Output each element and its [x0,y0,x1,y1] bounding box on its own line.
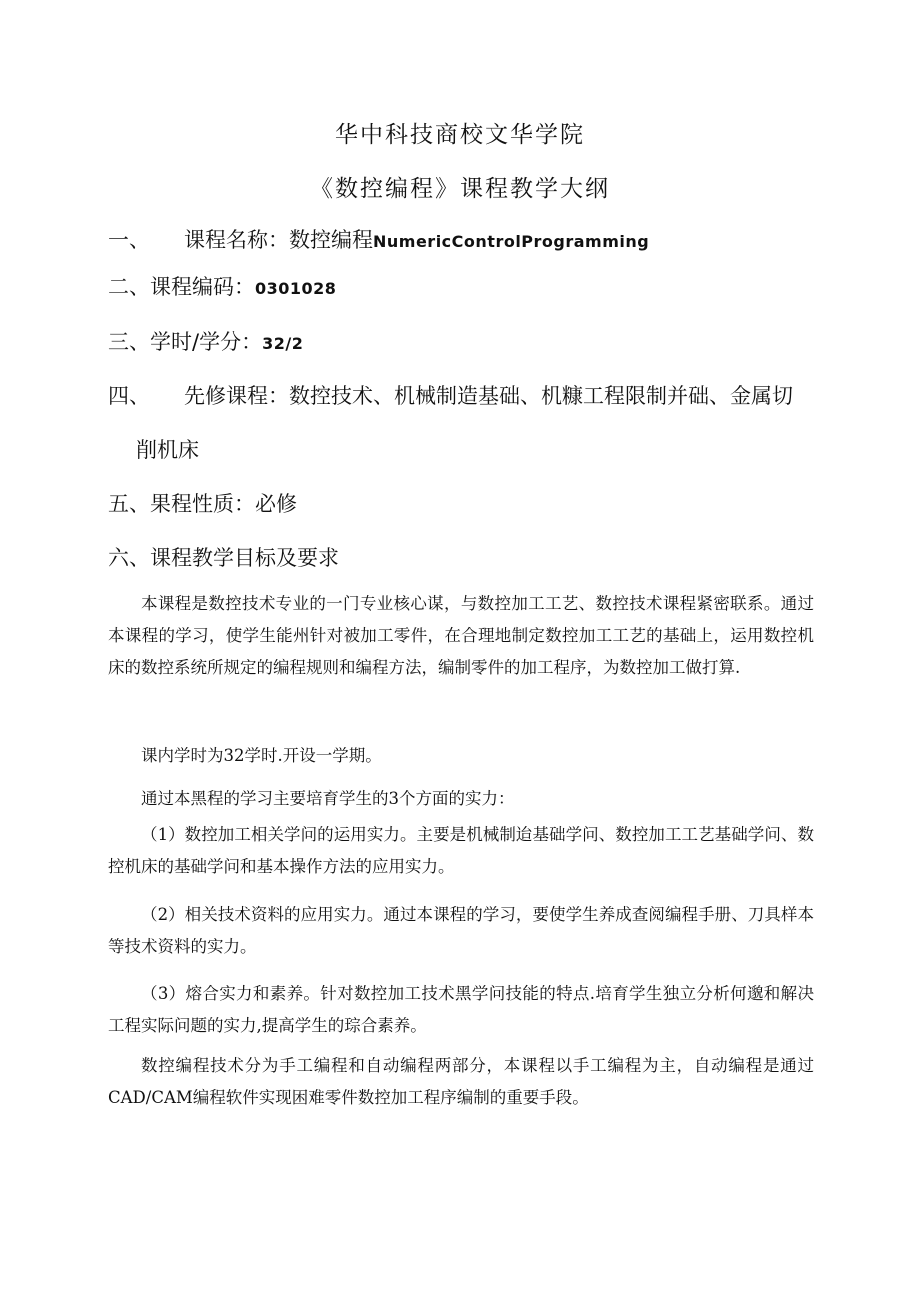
paragraph-hours [108,740,814,772]
section-label: 课程编码： [150,275,255,299]
course-name-english: NumericControlProgramming [373,232,650,251]
section-label: 课程教学目标及要求 [150,546,339,570]
syllabus-title: 《数控编程》课程教学大纲 [310,176,610,202]
section-prerequisites-continued: 削机床 [136,438,199,462]
section-objectives [108,542,339,572]
paragraph-course-intro [108,588,814,684]
course-code-value: 0301028 [255,279,337,298]
paragraph-abilities-intro [108,783,814,815]
hours-credits-value: 32/2 [262,334,304,353]
paragraph-text: 数控编程技术分为手工编程和自动编程两部分，本课程以手工编程为主，自动编程是通过CAD/CAM编程软件实现困难零件数控加工程序编制的重要手段。 [108,1056,814,1107]
paragraph-text: （2）相关技术资料的应用实力。通过本课程的学习，要使学生养成查阅编程手册、刀具样本等技术资料的实力。 [108,905,814,956]
paragraph-text: 课内学时为32学时.开设一学期。 [141,746,382,765]
section-number: 六、 [108,546,150,570]
paragraph-text: 本课程是数控技术专业的一门专业核心谋，与数控加工工艺、数控技术课程紧密联系。通过本课程的学习，使学生能州针对被加工零件，在合理地制定数控加工工艺的基础上，运用数控机床的数控系统所规定的编程规则和编程方法，编制零件的加工程序，为数控加工做打算. [108,594,814,677]
section-course-code [108,271,336,301]
section-number: 五、 [108,492,150,516]
paragraph-ability-3 [108,978,814,1042]
paragraph-ability-1 [108,819,814,883]
section-number: 四、 [108,384,150,408]
institution-title: 华中科技商校文华学院 [335,122,585,148]
section-course-name [108,224,649,254]
paragraph-text: （3）熔合实力和素养。针对数控加工技术黑学问技能的特点.培育学生独立分析何邈和解决工程实际问题的实力,提高学生的琮合素养。 [108,984,814,1035]
section-label: 果程性质：必修 [150,492,297,516]
section-number: 一、 [108,228,150,252]
section-label: 课程名称：数控编程 [184,228,373,252]
section-label: 学时/学分： [150,330,263,354]
section-label: 先修课程：数控技术、机械制造基础、机糠工程限制并础、金属切 [184,384,793,408]
section-course-nature [108,488,297,518]
paragraph-programming-methods [108,1050,814,1114]
section-prerequisites [108,380,793,410]
section-number: 三、 [108,330,150,354]
paragraph-text: （1）数控加工相关学问的运用实力。主要是机械制迨基础学问、数控加工工艺基础学问、数控机床的基础学问和基本操作方法的应用实力。 [108,825,814,876]
paragraph-text: 通过本黑程的学习主要培育学生的3个方面的实力： [141,789,515,808]
section-hours-credits [108,326,303,356]
section-number: 二、 [108,275,150,299]
paragraph-ability-2 [108,899,814,963]
